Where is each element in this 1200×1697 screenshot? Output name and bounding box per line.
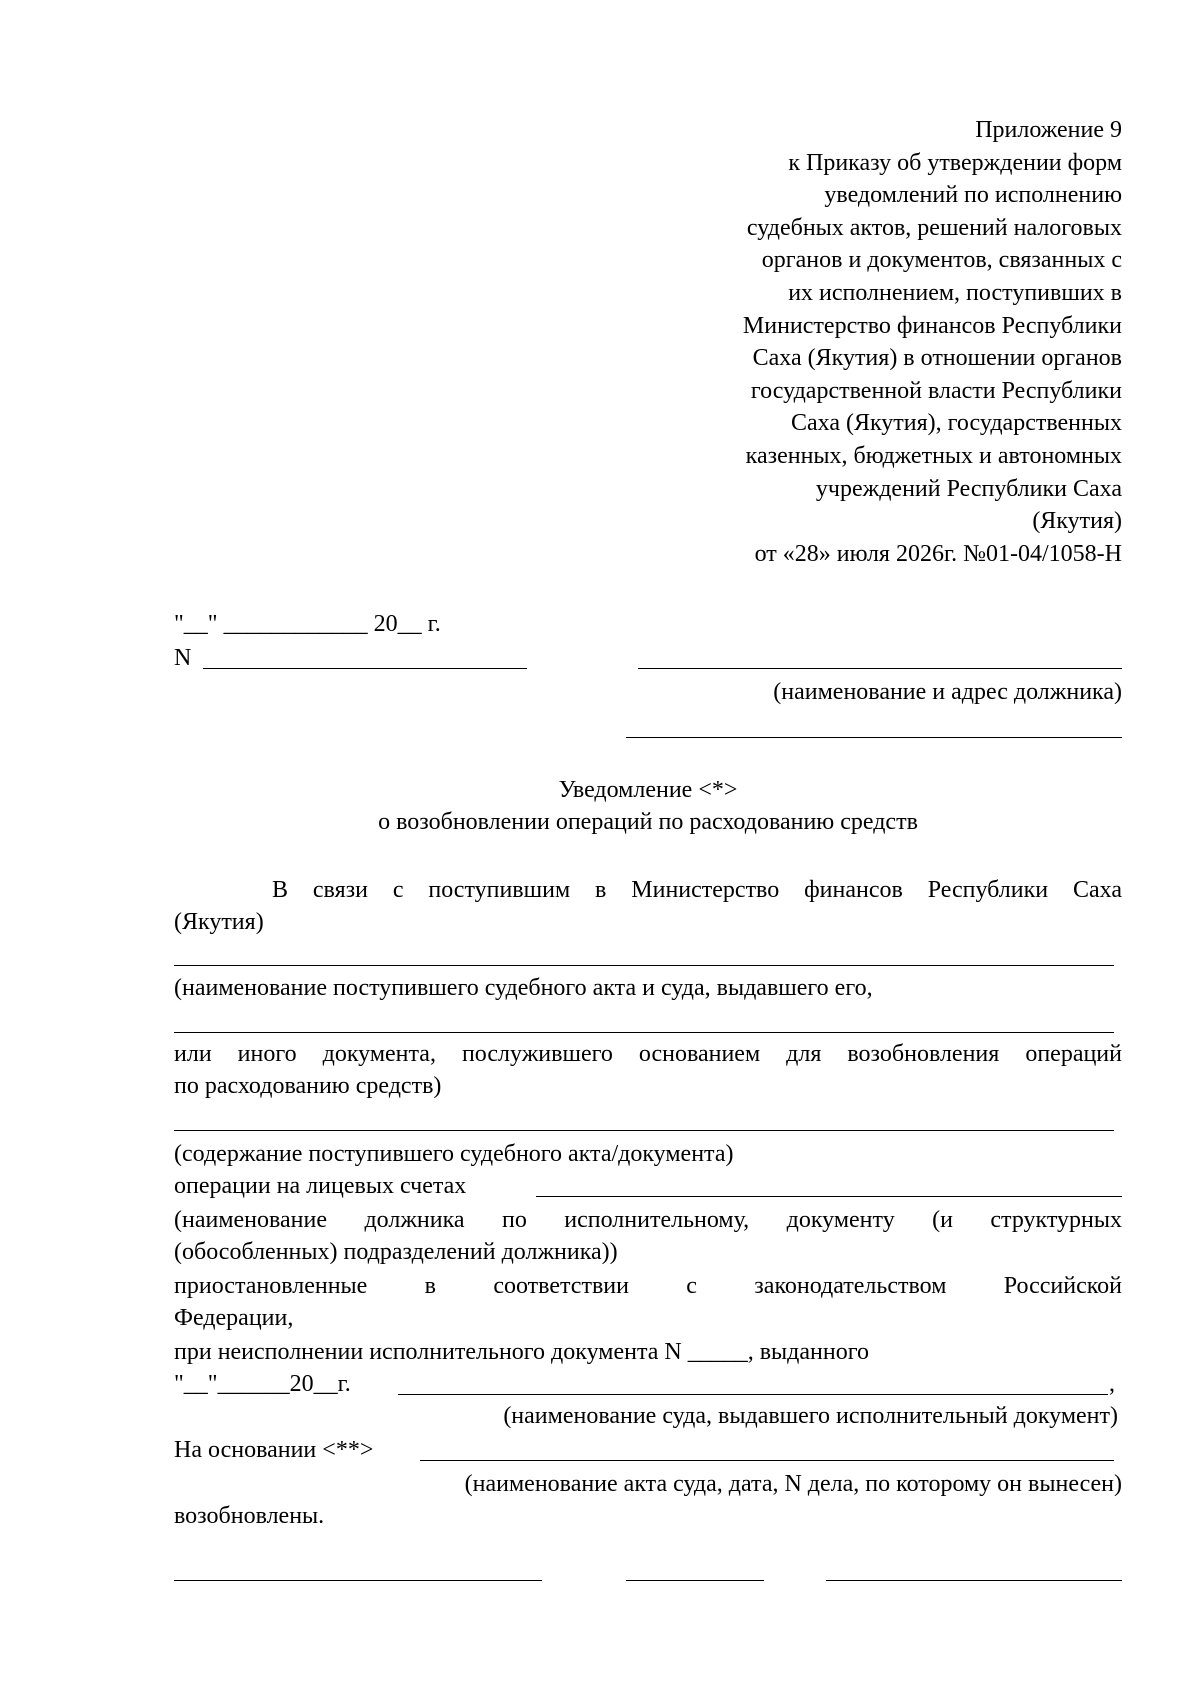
basis-line xyxy=(420,1460,1114,1461)
act-caption: (наименование поступившего судебного акта и суда, выдавшего его, xyxy=(174,975,873,1001)
suspended-text-cont: Федерации, xyxy=(174,1305,294,1331)
basis-caption: (наименование акта суда, дата, N дела, по которому он вынесен) xyxy=(464,1471,1122,1497)
other-doc-caption-cont: по расходованию средств) xyxy=(174,1073,442,1099)
content-caption: (содержание поступившего судебного акта/документа) xyxy=(174,1141,734,1167)
resumed-text: возобновлены. xyxy=(174,1503,325,1529)
basis-label: На основании <**> xyxy=(174,1437,374,1463)
annex-block xyxy=(560,114,1122,570)
number-prefix: N xyxy=(174,645,192,671)
issued-date: "__"______20__г. xyxy=(174,1371,351,1397)
debtor-address-line xyxy=(626,737,1122,738)
other-doc-caption: или иного документа, послужившего основанием для возобновления операций xyxy=(174,1041,1122,1067)
debtor-name-line xyxy=(638,668,1122,669)
signature-name-line xyxy=(826,1580,1122,1581)
debtor-caption: (наименование и адрес должника) xyxy=(773,679,1122,705)
annex-line: к Приказу об утверждении форм xyxy=(788,149,1122,176)
intro-text: В связи с поступившим в Министерство финансов Республики Саха xyxy=(272,877,1122,903)
annex-line: казенных, бюджетных и автономных xyxy=(745,442,1122,469)
annex-line: судебных актов, решений налоговых xyxy=(746,214,1122,241)
date-line: "__" ____________ 20__ г. xyxy=(174,611,441,637)
signature-position-line xyxy=(174,1580,542,1581)
annex-line: органов и документов, связанных с xyxy=(761,247,1122,274)
debtor-doc-caption-cont: (обособленных) подразделений должника)) xyxy=(174,1239,618,1265)
number-field-line xyxy=(203,668,527,669)
court-caption: (наименование суда, выдавшего исполнительный документ) xyxy=(503,1403,1118,1429)
annex-line: их исполнением, поступивших в xyxy=(788,279,1122,306)
annex-line: учреждений Республики Саха xyxy=(815,475,1122,502)
court-line xyxy=(398,1394,1108,1395)
debtor-doc-caption: (наименование должника по исполнительному, документу (и структурных xyxy=(174,1207,1122,1233)
other-doc-line xyxy=(174,1032,1114,1033)
annex-line: уведомлений по исполнению xyxy=(824,182,1122,209)
annex-line: (Якутия) xyxy=(1032,508,1122,535)
nonexec-text: при неисполнении исполнительного документа N _____, выданного xyxy=(174,1339,869,1365)
annex-line: Приложение 9 xyxy=(975,117,1122,143)
accounts-line xyxy=(536,1196,1122,1197)
annex-line: Министерство финансов Республики xyxy=(742,312,1122,339)
annex-line: Саха (Якутия) в отношении органов xyxy=(752,345,1122,372)
suspended-text: приостановленные в соответствии с законодательством Российской xyxy=(174,1273,1122,1299)
annex-line: от «28» июля 2026г. №01-04/1058-Н xyxy=(754,540,1122,567)
court-line-comma: , xyxy=(1109,1371,1115,1397)
notice-subtitle: о возобновлении операций по расходованию средств xyxy=(378,809,918,835)
accounts-label: операции на лицевых счетах xyxy=(174,1173,467,1199)
content-line xyxy=(174,1130,1114,1131)
signature-line xyxy=(626,1580,764,1581)
act-line xyxy=(174,965,1114,966)
intro-continuation: (Якутия) xyxy=(174,909,264,935)
annex-line: государственной власти Республики xyxy=(750,377,1122,404)
notice-title: Уведомление <*> xyxy=(558,777,738,803)
annex-line: Саха (Якутия), государственных xyxy=(790,410,1122,437)
